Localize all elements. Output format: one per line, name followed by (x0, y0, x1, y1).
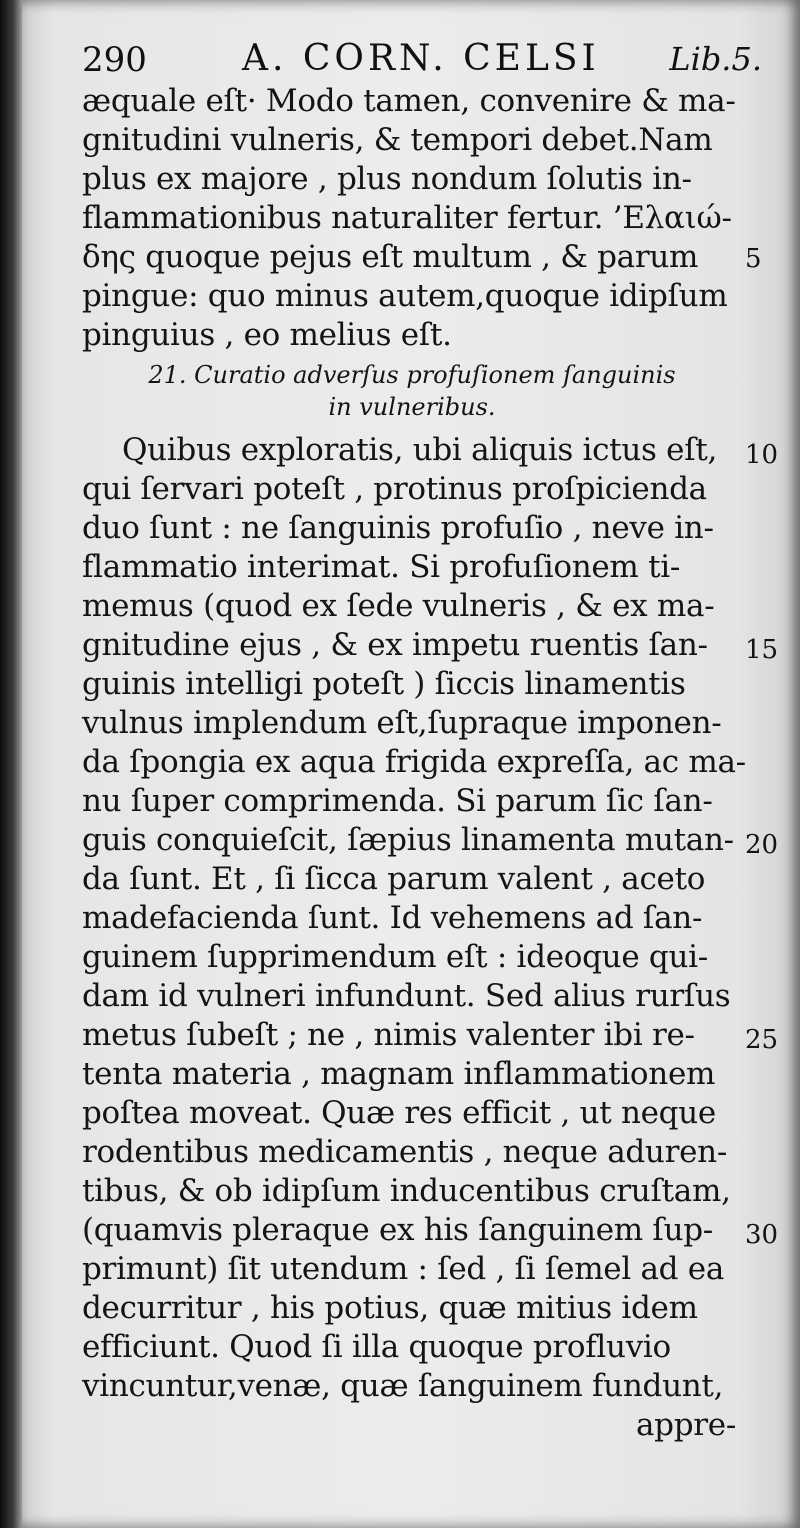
text-line: da ſunt. Et , ſi ſicca parum valent , aceto (82, 861, 706, 897)
text-line: æquale eſt· Modo tamen, convenire & ma- (82, 83, 736, 119)
section-heading-line1: 21. Curatio adverſus profuſionem ſanguinis (148, 361, 676, 389)
page-number: 290 (82, 40, 147, 80)
line-number: 25 (745, 1025, 779, 1055)
text-line: tenta materia , magnam inflammationem (82, 1056, 716, 1092)
text-line: flammatio interimat. Si profuſionem ti- (82, 549, 681, 585)
line-number: 10 (745, 440, 779, 470)
text-line: metus ſubeſt ; ne , nimis valenter ibi re- (82, 1017, 695, 1053)
text-line: rodentibus medicamentis , neque aduren- (82, 1134, 727, 1170)
line-number: 20 (745, 830, 779, 860)
text-line: δης quoque pejus eſt multum , & parum (82, 239, 699, 275)
text-line: dam id vulneri infundunt. Sed alius rurſus (82, 978, 731, 1014)
section-heading-line2: in vulneribus. (328, 393, 496, 421)
running-title: A. CORN. CELSI (242, 38, 600, 79)
text-line: pinguius , eo melius eſt. (82, 317, 452, 353)
text-line: qui ſervari poteſt , protinus proſpicienda (82, 471, 707, 507)
text-line: poſtea moveat. Quæ res efficit , ut neque (82, 1095, 716, 1131)
text-line: gnitudine ejus , & ex impetu ruentis ſan- (82, 627, 708, 663)
text-line: efficiunt. Quod ſi illa quoque profluvio (82, 1329, 671, 1365)
text-block (82, 82, 746, 1445)
text-line: guinis intelligi poteſt ) ſiccis linamentis (82, 666, 686, 702)
line-number: 30 (745, 1220, 779, 1250)
text-line: memus (quod ex ſede vulneris , & ex ma- (82, 588, 715, 624)
text-line: flammationibus naturaliter fertur. ’Ελαιώ- (82, 200, 732, 236)
running-header (82, 38, 772, 84)
text-line: primunt) ſit utendum : ſed , ſi ſemel ad ea (82, 1251, 725, 1287)
text-line: Quibus exploratis, ubi aliquis ictus eſt, (122, 432, 718, 468)
catchword: appre- (635, 1407, 736, 1443)
line-number: 15 (745, 635, 779, 665)
text-line: gnitudini vulneris, & tempori debet.Nam (82, 122, 713, 158)
text-line: (quamvis pleraque ex his ſanguinem ſup- (82, 1212, 713, 1248)
text-line: guinem ſupprimendum eſt : ideoque qui- (82, 939, 708, 975)
text-line: tibus, & ob idipſum inducentibus cruſtam, (82, 1173, 731, 1209)
text-line: decurritur , his potius, quæ mitius idem (82, 1290, 698, 1326)
text-line: pingue: quo minus autem,quoque idipſum (82, 278, 728, 314)
text-line: vincuntur,venæ, quæ ſanguinem fundunt, (82, 1368, 724, 1404)
text-line: vulnus implendum eſt,ſupraque imponen- (82, 705, 722, 741)
text-line: duo ſunt : ne ſanguinis profuſio , neve in- (82, 510, 714, 546)
text-line: madefacienda ſunt. Id vehemens ad ſan- (82, 900, 703, 936)
text-line: da ſpongia ex aqua frigida expreſſa, ac ma- (82, 744, 746, 780)
book-gutter-shadow (0, 0, 22, 1528)
text-line: plus ex majore , plus nondum ſolutis in- (82, 161, 692, 197)
line-number: 5 (745, 244, 762, 274)
text-line: guis conquieſcit, ſæpius linamenta mutan- (82, 822, 734, 858)
book-label: Lib.5. (669, 40, 762, 78)
text-line: nu ſuper comprimenda. Si parum ſic ſan- (82, 783, 713, 819)
